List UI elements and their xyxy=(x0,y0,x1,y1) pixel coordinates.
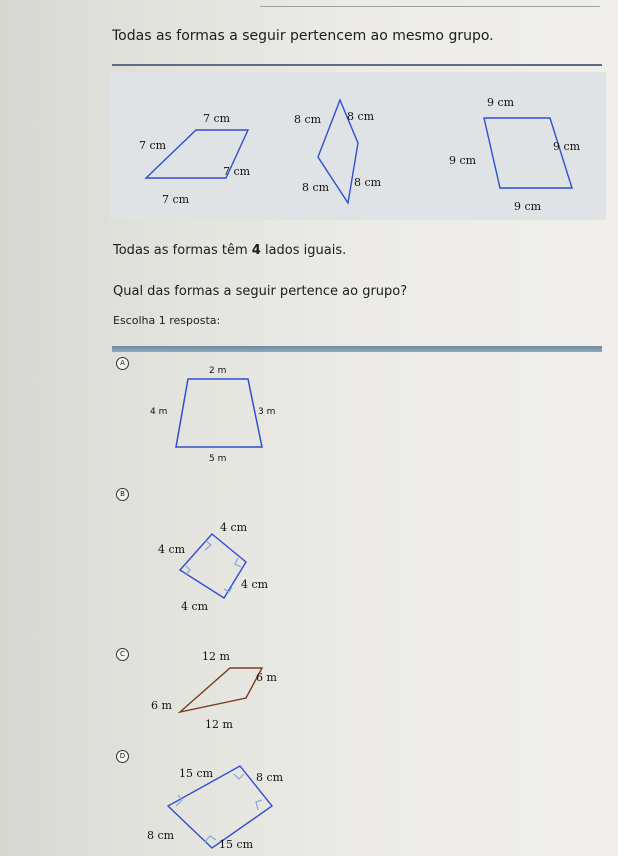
option-c-top-label: 12 m xyxy=(202,650,230,663)
question-ask: Qual das formas a seguir pertence ao grupo? xyxy=(113,284,408,299)
option-c-bottom-label: 12 m xyxy=(205,718,233,731)
option-b-left-label: 4 cm xyxy=(158,543,186,556)
option-b-top-label: 4 cm xyxy=(220,521,248,534)
ex3-left-label: 9 cm xyxy=(449,154,477,167)
option-a-left-label: 4 m xyxy=(150,407,168,417)
ex2-top-left-label: 8 cm xyxy=(294,113,322,126)
option-c-radio[interactable]: C xyxy=(116,648,129,661)
option-d-radio[interactable]: D xyxy=(116,750,129,763)
option-a-radio[interactable]: A xyxy=(116,357,129,370)
ex3-bottom-label: 9 cm xyxy=(514,200,542,213)
option-a-top-label: 2 m xyxy=(209,366,227,376)
option-c-right-label: 6 m xyxy=(256,671,277,684)
ex3-right-label: 9 cm xyxy=(553,140,581,153)
choose-instruction: Escolha 1 resposta: xyxy=(113,314,221,327)
option-a-trapezoid[interactable] xyxy=(176,379,262,447)
ex1-right-label: 7 cm xyxy=(223,165,251,178)
option-a-right-label: 3 m xyxy=(258,407,276,417)
option-c-left-label: 6 m xyxy=(151,699,172,712)
ex2-bottom-left-label: 8 cm xyxy=(302,181,330,194)
ex3-top-label: 9 cm xyxy=(487,96,515,109)
option-a-bottom-label: 5 m xyxy=(209,454,227,464)
option-d-bottom-label: 15 cm xyxy=(219,838,254,851)
ex1-bottom-label: 7 cm xyxy=(162,193,190,206)
ex1-top-label: 7 cm xyxy=(203,112,231,125)
option-b-square[interactable] xyxy=(180,534,246,598)
ex2-top-right-label: 8 cm xyxy=(347,110,375,123)
ex1-left-label: 7 cm xyxy=(139,139,167,152)
option-b-radio[interactable]: B xyxy=(116,488,129,501)
option-b-bottom-label: 4 cm xyxy=(181,600,209,613)
option-d-right-label: 8 cm xyxy=(256,771,284,784)
option-b-right-label: 4 cm xyxy=(241,578,269,591)
question-rule: Todas as formas têm 4 lados iguais. xyxy=(113,243,347,258)
option-d-top-label: 15 cm xyxy=(179,767,214,780)
question-title: Todas as formas a seguir pertencem ao mesmo grupo. xyxy=(112,28,494,44)
option-d-left-label: 8 cm xyxy=(147,829,175,842)
option-c-parallelogram[interactable] xyxy=(180,668,262,712)
ex2-bottom-right-label: 8 cm xyxy=(354,176,382,189)
